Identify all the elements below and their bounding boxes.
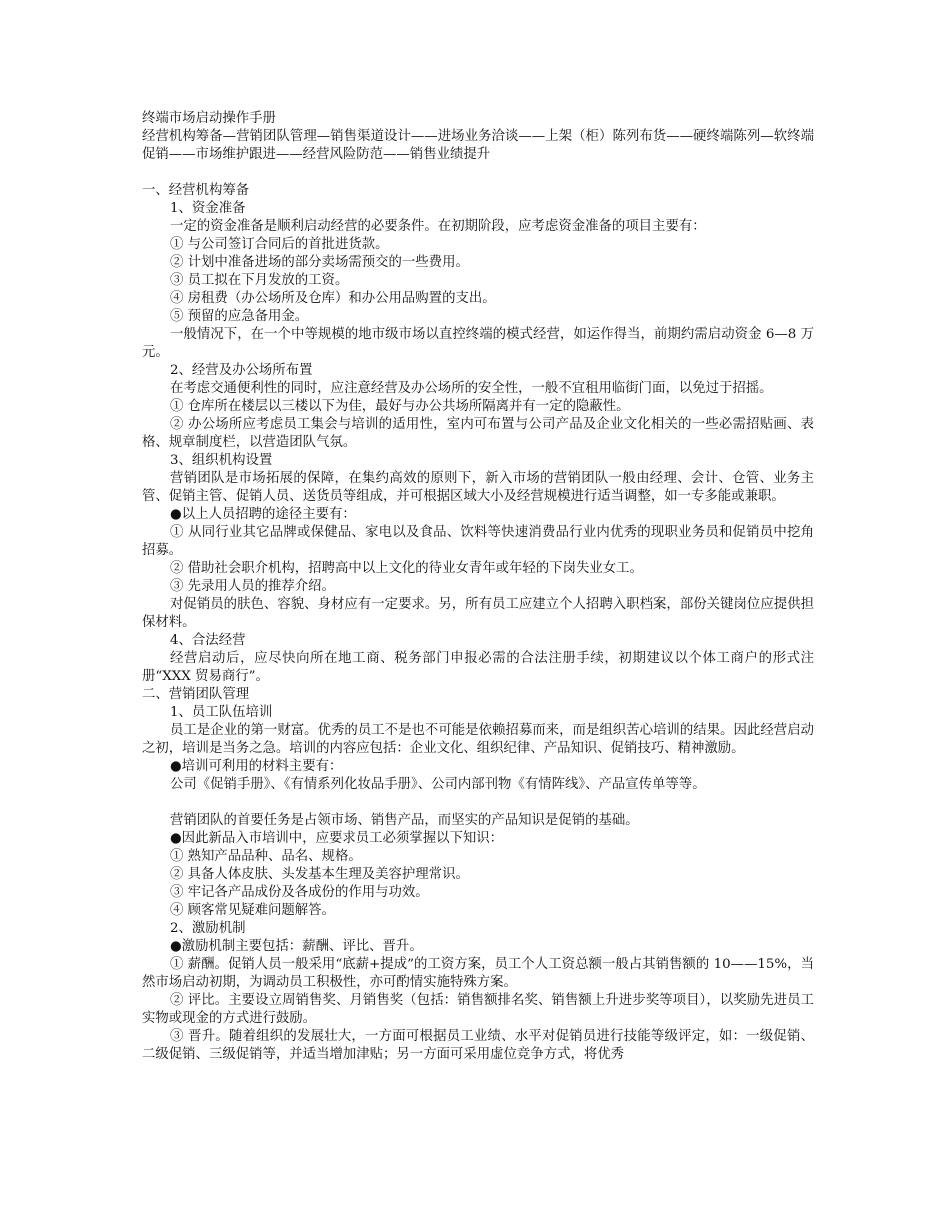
doc-title: 终端市场启动操作手册 bbox=[142, 111, 276, 126]
section-heading: 一、经营机构筹备 bbox=[142, 183, 250, 198]
spacer bbox=[142, 794, 814, 812]
paragraph: 对促销员的肤色、容貌、身材应有一定要求。另，所有员工应建立个人招聘入职档案，部份关键岗位应提供担保材料。 bbox=[142, 597, 814, 630]
list-item: ③ 先录用人员的推荐介绍。 bbox=[170, 579, 335, 594]
document-page bbox=[142, 110, 814, 1064]
bullet-item: ●培训可利用的材料主要有： bbox=[170, 759, 343, 774]
list-item: ② 借助社会职介机构，招聘高中以上文化的待业女青年或年轻的下岗失业女工。 bbox=[170, 561, 643, 576]
list-item: ① 与公司签订合同后的首批进货款。 bbox=[170, 237, 389, 252]
list-item: ② 具备人体皮肤、头发基本生理及美容护理常识。 bbox=[170, 867, 469, 882]
process-flow: 经营机构筹备—营销团队管理—销售渠道设计——进场业务洽谈——上架（柜）陈列布货——硬终端陈列—软终端促销——市场维护跟进——经营风险防范——销售业绩提升 bbox=[142, 129, 814, 162]
paragraph: 员工是企业的第一财富。优秀的员工不是也不可能是依赖招募而来，而是组织苦心培训的结果。因此经营启动之初，培训是当务之急。培训的内容应包括：企业文化、组织纪律、产品知识、促销技巧、精神激励。 bbox=[142, 723, 814, 756]
list-item: ① 从同行业其它品牌或保健品、家电以及食品、饮料等快速消费品行业内优秀的现职业务员和促销员中挖角招募。 bbox=[142, 525, 814, 558]
paragraph: 一般情况下，在一个中等规模的地市级市场以直控终端的模式经营，如运作得当，前期约需启动资金 6—8 万元。 bbox=[142, 327, 814, 360]
list-item: ② 计划中准备进场的部分卖场需预交的一些费用。 bbox=[170, 255, 469, 270]
list-item: ④ 顾客常见疑难问题解答。 bbox=[170, 903, 335, 918]
section-heading: 二、营销团队管理 bbox=[142, 687, 250, 702]
subsection-heading: 4、合法经营 bbox=[170, 633, 246, 648]
paragraph: 在考虑交通便利性的同时，应注意经营及办公场所的安全性，一般不宜租用临街门面，以免过于招摇。 bbox=[170, 381, 773, 396]
bullet-item: ●激励机制主要包括：薪酬、评比、晋升。 bbox=[170, 939, 423, 954]
subsection-heading: 2、激励机制 bbox=[170, 921, 246, 936]
paragraph: 一定的资金准备是顺利启动经营的必要条件。在初期阶段，应考虑资金准备的项目主要有： bbox=[170, 219, 706, 234]
spacer bbox=[142, 164, 814, 182]
subsection-heading: 3、组织机构设置 bbox=[170, 453, 273, 468]
subsection-heading: 1、员工队伍培训 bbox=[170, 705, 273, 720]
subsection-heading: 2、经营及办公场所布置 bbox=[170, 363, 313, 378]
list-item: ② 办公场所应考虑员工集会与培训的适用性，室内可布置与公司产品及企业文化相关的一些必需招贴画、表格、规章制度栏，以营造团队气氛。 bbox=[142, 417, 814, 450]
list-item: ④ 房租费（办公场所及仓库）和办公用品购置的支出。 bbox=[170, 291, 496, 306]
list-item: ① 仓库所在楼层以三楼以下为佳，最好与办公共场所隔离并有一定的隐蔽性。 bbox=[170, 399, 630, 414]
list-item: ③ 员工拟在下月发放的工资。 bbox=[170, 273, 349, 288]
list-item: ③ 牢记各产品成份及各成份的作用与功效。 bbox=[170, 885, 429, 900]
bullet-item: ●以上人员招聘的途径主要有： bbox=[170, 507, 356, 522]
list-item: ① 熟知产品品种、品名、规格。 bbox=[170, 849, 362, 864]
paragraph: 营销团队的首要任务是占领市场、销售产品，而坚实的产品知识是促销的基础。 bbox=[170, 813, 639, 828]
paragraph: 经营启动后，应尽快向所在地工商、税务部门申报必需的合法注册手续，初期建议以个体工商户的形式注册“XXX 贸易商行”。 bbox=[142, 651, 814, 684]
list-item: ① 薪酬。促销人员一般采用“底薪+提成”的工资方案，员工个人工资总额一般占其销售额的 10——15%，当然市场启动初期，为调动员工积极性，亦可酌情实施特殊方案。 bbox=[142, 957, 814, 990]
bullet-item: ●因此新品入市培训中，应要求员工必须掌握以下知识： bbox=[170, 831, 504, 846]
list-item: ⑤ 预留的应急备用金。 bbox=[170, 309, 309, 324]
list-item: ③ 晋升。随着组织的发展壮大，一方面可根据员工业绩、水平对促销员进行技能等级评定，如：一级促销、二级促销、三级促销等，并适当增加津贴；另一方面可采用虚位竞争方式，将优秀 bbox=[142, 1029, 814, 1062]
list-item: ② 评比。主要设立周销售奖、月销售奖（包括：销售额排名奖、销售额上升进步奖等项目），以奖励先进员工实物或现金的方式进行鼓励。 bbox=[142, 993, 814, 1026]
paragraph: 营销团队是市场拓展的保障，在集约高效的原则下，新入市场的营销团队一般由经理、会计、仓管、业务主管、促销主管、促销人员、送货员等组成，并可根据区域大小及经营规模进行适当调整，如一专多能或兼职。 bbox=[142, 471, 814, 504]
paragraph: 公司《促销手册》、《有情系列化妆品手册》、公司内部刊物《有情阵线》、产品宣传单等等。 bbox=[170, 777, 706, 792]
subsection-heading: 1、资金准备 bbox=[170, 201, 246, 216]
